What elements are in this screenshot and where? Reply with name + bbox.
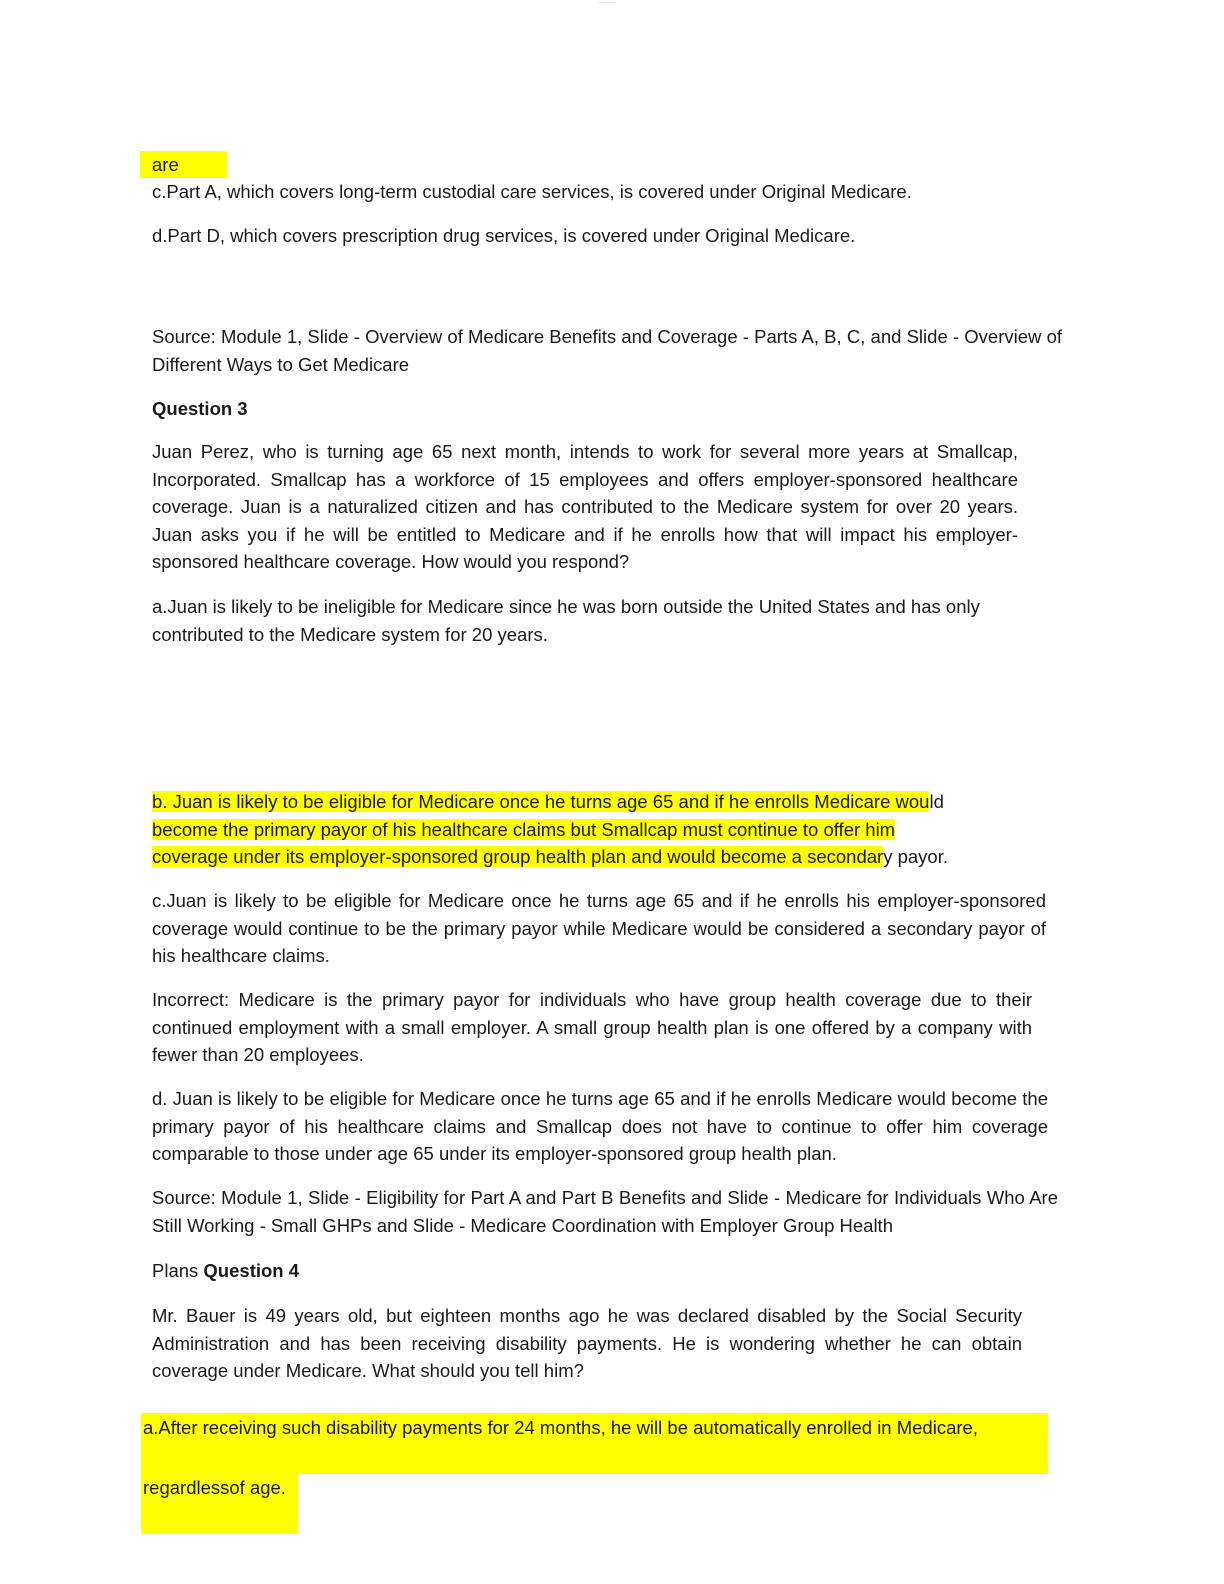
q3-option-b-line3: coverage under its employer-sponsored group health plan and would become a secondar [152, 846, 884, 867]
q3-stem: Juan Perez, who is turning age 65 next month, intends to work for several more years at Smallcap, Incorporated. Smallcap has a workforce of 15 employees and offers employer-sponsored healthcare coverage. Juan is a naturalized citizen and has contributed to the Medicare system for over 20 years. Juan asks you if he will be entitled to Medicare and if he enrolls how that will impact his employer- sponsored healthcare coverage. How would you respond? [152, 441, 1018, 572]
q4-heading-line [152, 1257, 1062, 1285]
q3-option-d: d. Juan is likely to be eligible for Medicare once he turns age 65 and if he enrolls Medicare would become the primary payor of his healthcare claims and Smallcap does not have to continue to offer him coverage comparable to those under age 65 under its employer-sponsored group health plan. [152, 1088, 1048, 1164]
q2-fragment-are: are [152, 154, 179, 175]
page-header-mark: ············· [598, 0, 616, 5]
q3-option-b-line1-tail: ld [929, 791, 944, 812]
q3-option-a: a.Juan is likely to be ineligible for Medicare since he was born outside the United States and has only contributed to the Medicare system for 20 years. [152, 596, 980, 645]
q3-option-b-line1: b. Juan is likely to be eligible for Medicare once he turns age 65 and if he enrolls Medicare wou [152, 791, 930, 812]
q3-option-b-line3-tail: y payor. [883, 846, 949, 867]
q3-option-c: c.Juan is likely to be eligible for Medicare once he turns age 65 and if he enrolls his employer-sponsored coverage would continue to be the primary payor while Medicare would be considered a secondary payor of his healthcare claims. [152, 890, 1046, 966]
q4-option-a-part2: regardlessof age. [143, 1477, 286, 1498]
q4-heading: Question 4 [203, 1260, 300, 1281]
q3-feedback: Incorrect: Medicare is the primary payor for individuals who have group health coverage due to their continued employment with a small employer. A small group health plan is one offered by a company with fewer than 20 employees. [152, 989, 1032, 1065]
q3-source: Source: Module 1, Slide - Eligibility for Part A and Part B Benefits and Slide - Medicare for Individuals Who Are Still Working - Small GHPs and Slide - Medicare Coordination with Employer Group Health [152, 1187, 1058, 1236]
q2-option-c: c.Part A, which covers long-term custodial care services, is covered under Original Medicare. [152, 181, 912, 202]
q4-option-a-part1: a.After receiving such disability payments for 24 months, he will be automatically enrolled in Medicare, [143, 1417, 978, 1438]
q4-stem: Mr. Bauer is 49 years old, but eighteen months ago he was declared disabled by the Social Security Administration and has been receiving disability payments. He is wondering whether he can obtain coverage under Medicare. What should you tell him? [152, 1305, 1022, 1381]
q3-heading: Question 3 [152, 398, 248, 419]
q2-option-d: d.Part D, which covers prescription drug services, is covered under Original Medicare. [152, 225, 856, 246]
q3-option-b [152, 788, 1062, 871]
q3-option-b-line2: become the primary payor of his healthcare claims but Smallcap must continue to offer him [152, 818, 896, 840]
q4-lead: Plans [152, 1260, 204, 1281]
q2-source: Source: Module 1, Slide - Overview of Medicare Benefits and Coverage - Parts A, B, C, and Slide - Overview of Different Ways to Get Medicare [152, 326, 1062, 375]
